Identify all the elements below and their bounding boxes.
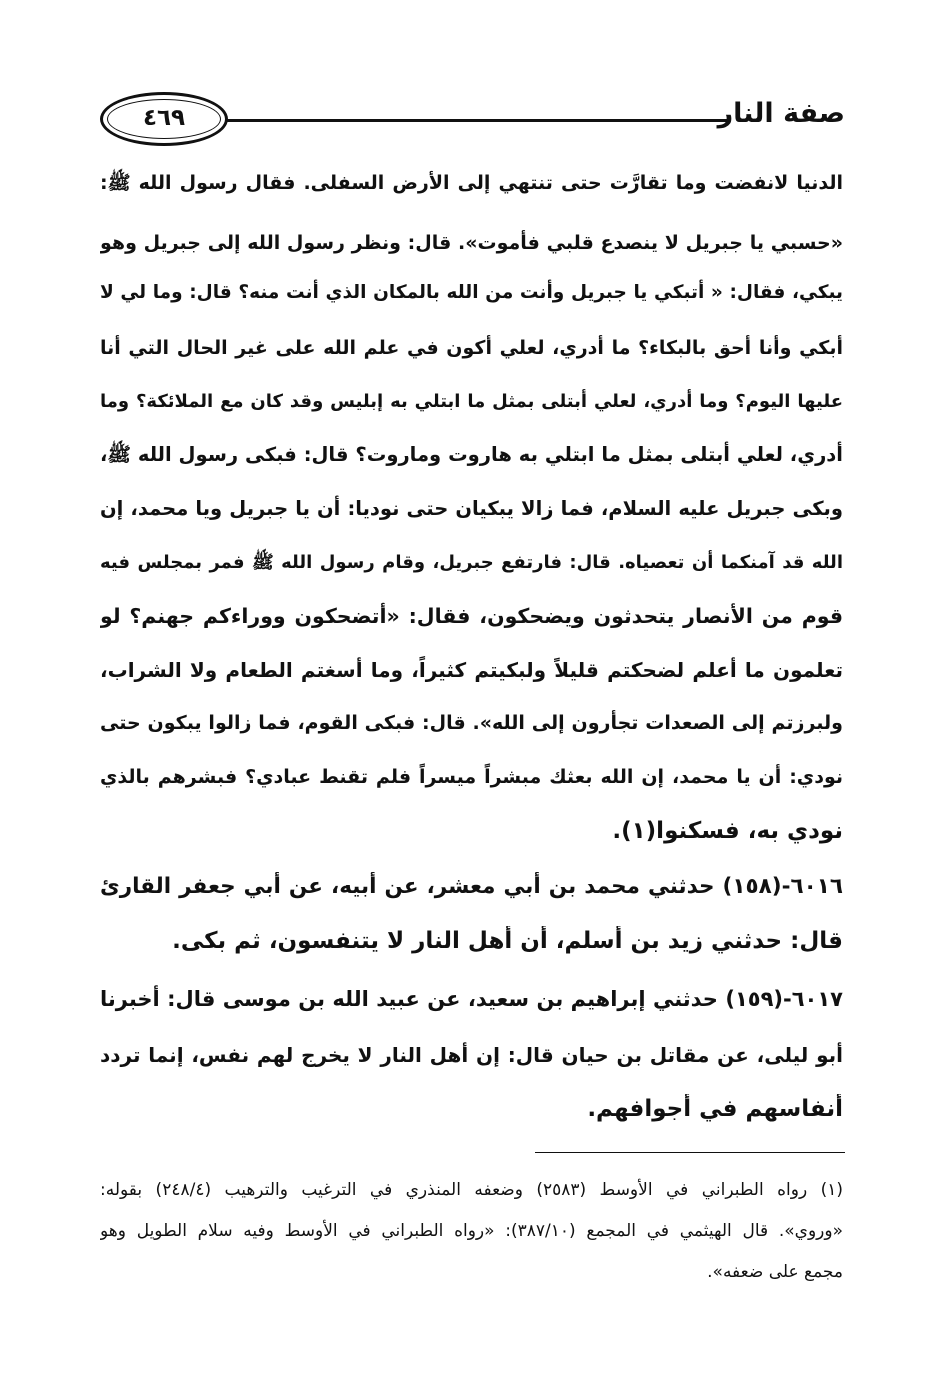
page-number-frame [100, 92, 228, 146]
text-line: وبكى جبريل عليه السلام، فما زالا يبكيان حتى نوديا: أن يا جبريل ويا محمد، إن [100, 497, 843, 520]
footnote-line: (١) رواه الطبراني في الأوسط (٢٥٨٣) وضعفه المنذري في الترغيب والترهيب (٢٤٨/٤) بقوله: [100, 1180, 843, 1200]
header-rule [226, 119, 727, 122]
hadith-6016-line: قال: حدثني زيد بن أسلم، أن أهل النار لا يتنفسون، ثم بكى. [172, 928, 843, 954]
hadith-6017-line: ٦٠١٧-(١٥٩) حدثني إبراهيم بن سعيد، عن عبيد الله بن موسى قال: أخبرنا [100, 987, 843, 1011]
text-line: يبكي، فقال: « أتبكي يا جبريل وأنت من الله بالمكان الذي أنت منه؟ قال: وما لي لا [100, 282, 843, 303]
text-line: «حسبي يا جبريل لا ينصدع قلبي فأموت». قال: ونظر رسول الله إلى جبريل وهو [100, 232, 843, 254]
text-line: أدري، لعلي أبتلى بمثل ما ابتلي به هاروت وماروت؟ قال: فبكى رسول الله ﷺ، [100, 443, 843, 466]
hadith-6017-line: أنفاسهم في أجوافهم. [587, 1096, 843, 1122]
text-line: الدنيا لانفضت وما تقارَّت حتى تنتهي إلى الأرض السفلى. فقال رسول الله ﷺ: [100, 172, 843, 194]
text-line: تعلمون ما أعلم لضحكتم قليلاً ولبكيتم كثيراً، وما أسغتم الطعام ولا الشراب، [100, 658, 843, 682]
text-line: أبكي وأنا أحق بالبكاء؟ ما أدري، لعلي أكون في علم الله على غير الحال التي أنا [100, 337, 843, 359]
footnote-line: «وروي». قال الهيثمي في المجمع (٣٨٧/١٠): «رواه الطبراني في الأوسط وفيه سلام الطويل وهو [100, 1221, 843, 1241]
chapter-title: صفة النار [717, 98, 845, 129]
text-line: ولبرزتم إلى الصعدات تجأرون إلى الله». قال: فبكى القوم، فما زالوا يبكون حتى [100, 712, 843, 734]
page-number: ٤٦٩ [142, 105, 186, 131]
text-line: نودي: أن يا محمد، إن الله بعثك مبشراً ميسراً فلم تقنط عبادي؟ فبشرهم بالذي [100, 766, 843, 788]
hadith-6016-line: ٦٠١٦-(١٥٨) حدثني محمد بن أبي معشر، عن أبيه، عن أبي جعفر القارئ [100, 874, 843, 899]
text-line: عليها اليوم؟ وما أدري، لعلي أبتلى بمثل ما ابتلي به إبليس وقد كان مع الملائكة؟ وما [100, 391, 843, 412]
footnote-line: مجمع على ضعفه». [707, 1262, 843, 1282]
page-header [100, 92, 845, 148]
hadith-6017-line: أبو ليلى، عن مقاتل بن حيان قال: إن أهل النار لا يخرج لهم نفس، إنما تردد [100, 1043, 843, 1067]
text-line: نودي به، فسكنوا(١). [612, 818, 843, 844]
footnote-separator [535, 1152, 845, 1153]
text-line: الله قد آمنكما أن تعصياه. قال: فارتفع جبريل، وقام رسول الله ﷺ فمر بمجلس فيه [100, 552, 843, 573]
text-line: قوم من الأنصار يتحدثون ويضحكون، فقال: «أتضحكون ووراءكم جهنم؟ لو [100, 604, 843, 628]
